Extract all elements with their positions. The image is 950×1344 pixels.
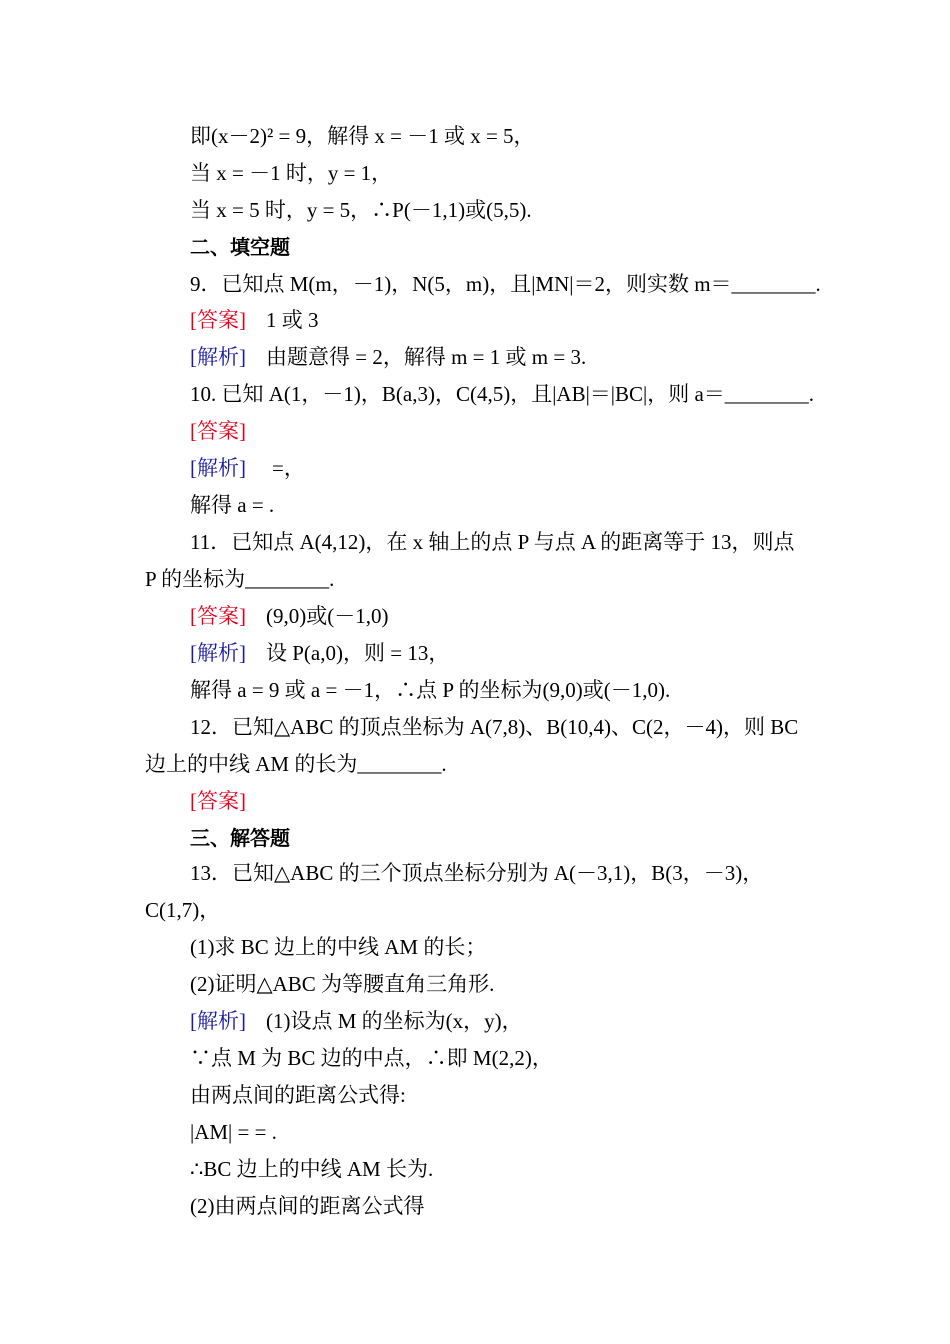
answer-tag: [答案]: [190, 789, 246, 813]
question-12-cont: 边上的中线 AM 的长为________.: [145, 752, 447, 776]
question-10: 10. 已知 A(1，－1)，B(a,3)，C(4,5)，且|AB|＝|BC|，则 a＝________.: [190, 382, 815, 406]
answer-line: [190, 306, 319, 334]
question-11-cont: P 的坐标为________.: [145, 567, 335, 591]
solution-line: 解得 a = .: [190, 493, 275, 517]
solution-line: (2)由两点间的距离公式得: [190, 1194, 425, 1218]
analysis-line: [190, 454, 305, 482]
question-12: 12．已知△ABC 的顶点坐标为 A(7,8)、B(10,4)、C(2，－4)，则 BC: [190, 715, 799, 739]
analysis-tag: [解析]: [190, 1009, 246, 1033]
question-9: 9．已知点 M(m，－1)，N(5，m)，且|MN|＝2，则实数 m＝________.: [190, 272, 821, 296]
question-13-part2: (2)证明△ABC 为等腰直角三角形.: [190, 972, 495, 996]
answer-text: (9,0)或(－1,0): [266, 604, 389, 628]
answer-line: [190, 602, 388, 630]
analysis-tag: [解析]: [190, 641, 246, 665]
analysis-tag: [解析]: [190, 456, 246, 480]
answer-tag: [答案]: [190, 604, 246, 628]
analysis-text: 设 P(a,0)，则 = 13，: [266, 641, 450, 665]
section-heading: 二、填空题: [190, 235, 290, 259]
analysis-line: [190, 639, 449, 667]
solution-line: 解得 a = 9 或 a = －1，∴点 P 的坐标为(9,0)或(－1,0).: [190, 678, 671, 702]
analysis-line: [190, 1007, 523, 1035]
solution-line: |AM| = = .: [190, 1120, 277, 1144]
question-11: 11．已知点 A(4,12)，在 x 轴上的点 P 与点 A 的距离等于 13，则点: [190, 530, 795, 554]
analysis-tag: [解析]: [190, 345, 246, 369]
question-13-cont: C(1,7)，: [145, 898, 221, 922]
answer-tag: [答案]: [190, 308, 246, 332]
question-13: 13．已知△ABC 的三个顶点坐标分别为 A(－3,1)，B(3，－3)，: [190, 861, 764, 885]
answer-line: [190, 787, 266, 815]
solution-line: 由两点间的距离公式得:: [190, 1083, 406, 1107]
analysis-line: [190, 343, 586, 371]
solution-line: ∴BC 边上的中线 AM 长为.: [190, 1157, 434, 1181]
solution-line: 当 x = 5 时，y = 5，∴P(－1,1)或(5,5).: [190, 198, 532, 222]
analysis-text: 由题意得 = 2，解得 m = 1 或 m = 3.: [266, 345, 587, 369]
question-13-part1: (1)求 BC 边上的中线 AM 的长；: [190, 935, 487, 959]
solution-line: ∵点 M 为 BC 边的中点，∴即 M(2,2)，: [190, 1046, 553, 1070]
answer-text: 1 或 3: [266, 308, 319, 332]
answer-tag: [答案]: [190, 419, 246, 443]
analysis-text: =，: [272, 456, 305, 480]
analysis-text: (1)设点 M 的坐标为(x，y)，: [266, 1009, 523, 1033]
solution-line: 即(x－2)² = 9，解得 x = －1 或 x = 5，: [190, 124, 535, 148]
solution-line: 当 x = －1 时，y = 1，: [190, 161, 393, 185]
answer-line: [190, 417, 266, 445]
section-heading: 三、解答题: [190, 826, 290, 850]
